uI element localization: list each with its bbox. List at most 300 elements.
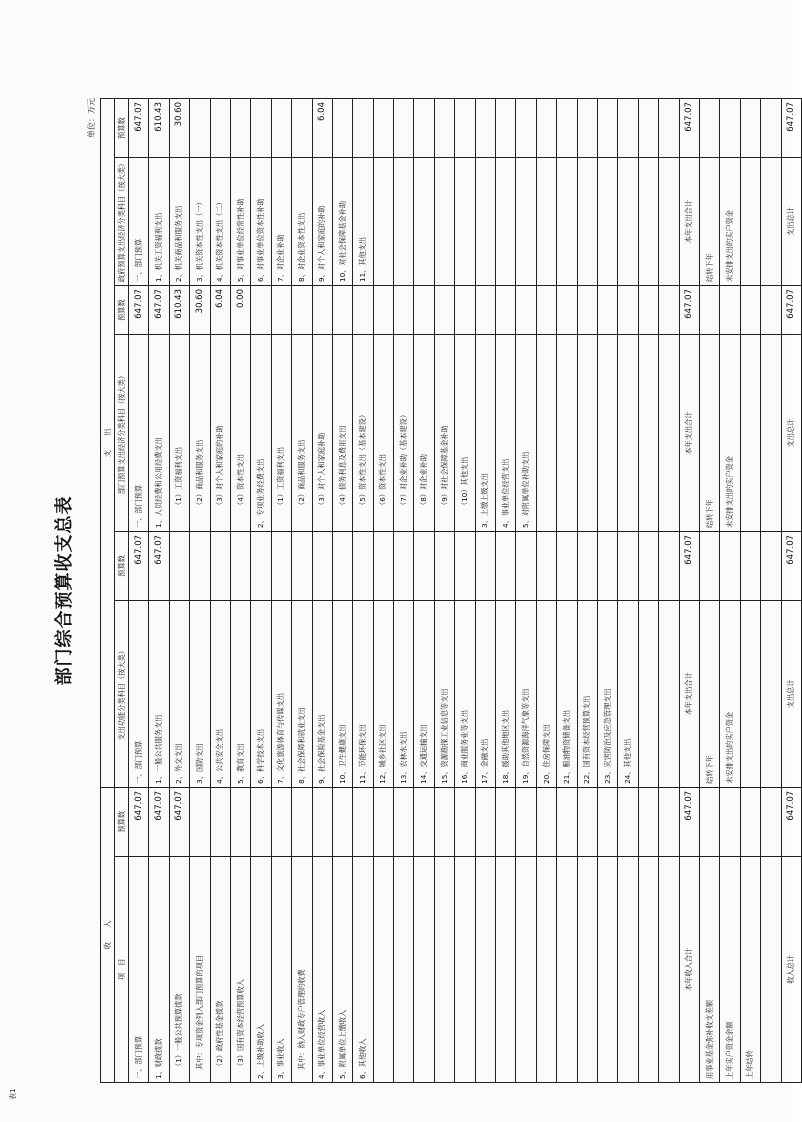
dept-econ-amount-cell [292, 286, 312, 335]
dept-econ-item-cell: （9）对社会保障基金补助 [434, 335, 454, 532]
table-row [169, 99, 189, 1083]
table-row [496, 99, 516, 1083]
gov-econ-amount-header: 预算数 [115, 99, 129, 158]
function-item-cell: 15、资源勘探工业信息等支出 [434, 600, 454, 787]
function-item-cell: 20、住房保障支出 [536, 600, 556, 787]
gov-econ-amount-cell [373, 99, 393, 158]
income-header: 收 入 [101, 787, 115, 1082]
income-amount-cell [414, 787, 434, 856]
income-item-cell: 2、上级补助收入 [251, 856, 271, 1082]
dept-econ-item-cell [557, 335, 577, 532]
function-amount-cell [353, 531, 373, 600]
dept-econ-amount-cell [597, 286, 617, 335]
income-amount-cell [659, 787, 679, 856]
gov-econ-amount-cell [251, 99, 271, 158]
function-amount-cell [210, 531, 230, 600]
dept-econ-amount-cell: 647.07 [149, 286, 169, 335]
income-amount-cell [699, 787, 719, 856]
dept-econ-item-cell: 2、专项业务经费支出 [251, 335, 271, 532]
table-row [292, 99, 312, 1083]
income-amount-cell [353, 787, 373, 856]
table-row [434, 99, 454, 1083]
gov-econ-item-cell: 未安排支出的实户资金 [720, 158, 740, 286]
table-row [312, 99, 332, 1083]
gov-econ-item-cell [659, 158, 679, 286]
function-amount-cell [230, 531, 250, 600]
dept-econ-item-cell [597, 335, 617, 532]
income-amount-cell [536, 787, 556, 856]
income-amount-cell [434, 787, 454, 856]
function-amount-cell [496, 531, 516, 600]
function-amount-cell [597, 531, 617, 600]
gov-econ-amount-cell [292, 99, 312, 158]
gov-econ-amount-cell: 30.60 [169, 99, 189, 158]
table-row [536, 99, 556, 1083]
table-row [190, 99, 210, 1083]
table-row [577, 99, 597, 1083]
function-item-cell: 17、金融支出 [475, 600, 495, 787]
function-item-cell: 16、商业服务业等支出 [455, 600, 475, 787]
dept-econ-item-cell: （6）资本性支出 [373, 335, 393, 532]
function-item-cell: 23、灾害防治及应急管理支出 [597, 600, 617, 787]
income-item-cell [394, 856, 414, 1082]
income-amount-cell [597, 787, 617, 856]
function-item-cell: 7、文化旅游体育与传媒支出 [271, 600, 291, 787]
income-amount-cell [373, 787, 393, 856]
dept-econ-amount-cell [332, 286, 352, 335]
gov-econ-item-cell: 7、对企业补助 [271, 158, 291, 286]
gov-econ-item-cell [373, 158, 393, 286]
function-amount-cell [169, 531, 189, 600]
function-amount-cell [394, 531, 414, 600]
gov-econ-amount-cell [618, 99, 638, 158]
dept-econ-item-cell: （7）对企业补助（基本建设） [394, 335, 414, 532]
dept-econ-amount-cell [761, 286, 781, 335]
function-item-cell [659, 600, 679, 787]
table-number: 表1 [9, 1088, 17, 1100]
dept-econ-amount-cell [414, 286, 434, 335]
dept-econ-item-cell: （10）其他支出 [455, 335, 475, 532]
gov-econ-amount-cell [638, 99, 658, 158]
function-item-cell: 支出总计 [781, 600, 801, 787]
gov-econ-amount-cell [557, 99, 577, 158]
function-amount-cell [251, 531, 271, 600]
function-amount-cell [618, 531, 638, 600]
gov-econ-item-cell [394, 158, 414, 286]
function-amount-cell [536, 531, 556, 600]
function-item-cell: 5、教育支出 [230, 600, 250, 787]
income-item-cell [496, 856, 516, 1082]
gov-econ-amount-cell: 647.07 [679, 99, 699, 158]
function-item-cell: 一、部门预算 [129, 600, 149, 787]
gov-econ-item-cell [455, 158, 475, 286]
table-row [516, 99, 536, 1083]
dept-econ-amount-cell [557, 286, 577, 335]
function-amount-cell [516, 531, 536, 600]
dept-econ-amount-cell [618, 286, 638, 335]
dept-econ-item-cell: （1）工资福利支出 [271, 335, 291, 532]
income-item-cell [475, 856, 495, 1082]
table-row [781, 99, 801, 1083]
dept-econ-amount-header: 预算数 [115, 286, 129, 335]
income-amount-cell [312, 787, 332, 856]
function-item-cell: 6、科学技术支出 [251, 600, 271, 787]
dept-econ-item-cell [536, 335, 556, 532]
gov-econ-amount-cell: 6.04 [312, 99, 332, 158]
gov-econ-amount-cell: 647.07 [129, 99, 149, 158]
dept-econ-item-cell: 未安排支出的实户资金 [720, 335, 740, 532]
expense-header: 支 出 [101, 99, 115, 788]
dept-econ-item-cell: 4、事业单位经营支出 [496, 335, 516, 532]
income-item-cell: 收入总计 [781, 856, 801, 1082]
dept-econ-item-cell: 1、人员经费和公用经费支出 [149, 335, 169, 532]
function-item-cell: 本年支出合计 [679, 600, 699, 787]
function-amount-cell [699, 531, 719, 600]
dept-econ-amount-cell: 30.60 [190, 286, 210, 335]
gov-econ-amount-cell [761, 99, 781, 158]
gov-econ-amount-cell [271, 99, 291, 158]
function-item-cell: 10、卫生健康支出 [332, 600, 352, 787]
table-row [210, 99, 230, 1083]
table-row [230, 99, 250, 1083]
gov-econ-item-cell [577, 158, 597, 286]
function-item-cell: 14、交通运输支出 [414, 600, 434, 787]
table-row [271, 99, 291, 1083]
dept-econ-item-cell: （2）商品和服务支出 [190, 335, 210, 532]
gov-econ-item-cell: 2、机关商品和服务支出 [169, 158, 189, 286]
dept-econ-amount-cell [638, 286, 658, 335]
income-item-cell: 6、其他收入 [353, 856, 373, 1082]
dept-econ-item-cell: 3、上缴上级支出 [475, 335, 495, 532]
function-amount-cell [434, 531, 454, 600]
dept-econ-item-cell: （5）资本性支出（基本建设） [353, 335, 373, 532]
function-amount-cell [720, 531, 740, 600]
gov-econ-amount-cell [434, 99, 454, 158]
function-amount-cell [761, 531, 781, 600]
gov-econ-item-cell [618, 158, 638, 286]
table-body [129, 99, 802, 1083]
dept-econ-item-cell [761, 335, 781, 532]
table-row [394, 99, 414, 1083]
gov-econ-item-cell [638, 158, 658, 286]
dept-econ-amount-cell: 647.07 [781, 286, 801, 335]
dept-econ-amount-cell: 610.43 [169, 286, 189, 335]
function-amount-cell [190, 531, 210, 600]
table-row [332, 99, 352, 1083]
function-item-cell: 21、粮油物资储备支出 [557, 600, 577, 787]
function-item-cell: 未安排支出的实户资金 [720, 600, 740, 787]
budget-summary-table [100, 98, 802, 1083]
income-item-cell: 用事业基金弥补收支差额 [699, 856, 719, 1082]
income-item-cell: 3、事业收入 [271, 856, 291, 1082]
gov-econ-amount-cell [577, 99, 597, 158]
income-item-cell: （3）国有资本经营预算收入 [230, 856, 250, 1082]
dept-econ-amount-cell [516, 286, 536, 335]
function-item-cell: 22、国有资本经营预算支出 [577, 600, 597, 787]
dept-econ-amount-cell [536, 286, 556, 335]
income-amount-cell: 647.07 [149, 787, 169, 856]
gov-econ-amount-cell [210, 99, 230, 158]
income-amount-cell [516, 787, 536, 856]
function-amount-cell [414, 531, 434, 600]
table-row [414, 99, 434, 1083]
income-item-cell: 其中：专项资金列入部门预算的项目 [190, 856, 210, 1082]
gov-econ-item-cell: 结转下年 [699, 158, 719, 286]
income-amount-cell: 647.07 [679, 787, 699, 856]
income-item-cell [434, 856, 454, 1082]
income-item-cell [597, 856, 617, 1082]
gov-econ-item-cell [597, 158, 617, 286]
gov-econ-amount-cell [332, 99, 352, 158]
document-title: 部门综合预算收支总表 [54, 495, 75, 686]
gov-econ-item-cell: 3、机关资本性支出（一） [190, 158, 210, 286]
gov-econ-item-cell: 本年支出合计 [679, 158, 699, 286]
dept-econ-amount-cell [353, 286, 373, 335]
income-item-cell [761, 856, 781, 1082]
dept-econ-amount-cell: 647.07 [679, 286, 699, 335]
function-item-cell: 结转下年 [699, 600, 719, 787]
dept-econ-item-cell: （3）对个人和家庭补助 [312, 335, 332, 532]
table-row [699, 99, 719, 1083]
dept-econ-amount-cell [312, 286, 332, 335]
dept-econ-item-cell: 支出总计 [781, 335, 801, 532]
dept-econ-item-cell: （4）债务利息及费用支出 [332, 335, 352, 532]
gov-econ-class-header: 政府预算支出经济分类科目（按大类） [115, 158, 129, 286]
gov-econ-item-cell [414, 158, 434, 286]
function-amount-cell [659, 531, 679, 600]
function-class-header: 支出功能分类科目（按大类） [115, 600, 129, 787]
function-amount-header: 预算数 [115, 531, 129, 600]
dept-econ-amount-cell [740, 286, 760, 335]
unit-label: 单位：万元 [87, 98, 96, 138]
income-amount-cell [761, 787, 781, 856]
gov-econ-item-cell [496, 158, 516, 286]
function-item-cell: 2、外交支出 [169, 600, 189, 787]
dept-econ-amount-cell: 0.00 [230, 286, 250, 335]
table-row [475, 99, 495, 1083]
gov-econ-item-cell [516, 158, 536, 286]
income-amount-cell: 647.07 [169, 787, 189, 856]
function-item-cell: 12、城乡社区支出 [373, 600, 393, 787]
income-item-cell: 4、事业单位经营收入 [312, 856, 332, 1082]
income-amount-cell [455, 787, 475, 856]
income-item-cell: 上年实户资金余额 [720, 856, 740, 1082]
income-item-cell: 上年结转 [740, 856, 760, 1082]
gov-econ-item-cell [475, 158, 495, 286]
income-amount-cell [557, 787, 577, 856]
dept-econ-amount-cell [699, 286, 719, 335]
dept-econ-item-cell: 5、对附属单位补助支出 [516, 335, 536, 532]
function-item-cell [638, 600, 658, 787]
income-item-cell: （2）政府性基金拨款 [210, 856, 230, 1082]
dept-econ-amount-cell [475, 286, 495, 335]
function-amount-cell [373, 531, 393, 600]
income-item-header: 项 目 [115, 856, 129, 1082]
table-row [679, 99, 699, 1083]
income-item-cell: （1）一般公共预算拨款 [169, 856, 189, 1082]
income-amount-cell [210, 787, 230, 856]
gov-econ-amount-cell [699, 99, 719, 158]
income-amount-cell [740, 787, 760, 856]
function-amount-cell [557, 531, 577, 600]
gov-econ-item-cell: 4、机关资本性支出（二） [210, 158, 230, 286]
dept-econ-item-cell: （3）对个人和家庭的补助 [210, 335, 230, 532]
function-amount-cell [332, 531, 352, 600]
function-amount-cell [577, 531, 597, 600]
table-row [597, 99, 617, 1083]
function-item-cell: 19、自然资源海洋气象等支出 [516, 600, 536, 787]
dept-econ-item-cell: （1）工资福利支出 [169, 335, 189, 532]
table-row [618, 99, 638, 1083]
table-row [373, 99, 393, 1083]
function-item-cell: 11、节能环保支出 [353, 600, 373, 787]
table-row [129, 99, 149, 1083]
dept-econ-item-cell: （4）资本性支出 [230, 335, 250, 532]
dept-econ-item-cell [659, 335, 679, 532]
dept-econ-amount-cell [496, 286, 516, 335]
gov-econ-item-cell: 11、其他支出 [353, 158, 373, 286]
income-amount-cell [475, 787, 495, 856]
function-amount-cell [292, 531, 312, 600]
function-item-cell [761, 600, 781, 787]
gov-econ-amount-cell [720, 99, 740, 158]
gov-econ-item-cell: 5、对事业单位经常性补助 [230, 158, 250, 286]
income-amount-cell [332, 787, 352, 856]
income-amount-cell [292, 787, 312, 856]
function-amount-cell [271, 531, 291, 600]
income-amount-cell: 647.07 [781, 787, 801, 856]
income-item-cell [414, 856, 434, 1082]
gov-econ-amount-cell [230, 99, 250, 158]
gov-econ-item-cell [761, 158, 781, 286]
gov-econ-amount-cell: 610.43 [149, 99, 169, 158]
income-item-cell [557, 856, 577, 1082]
income-item-cell: 其中：纳入财政专户管理的收费 [292, 856, 312, 1082]
gov-econ-amount-cell [353, 99, 373, 158]
gov-econ-amount-cell [516, 99, 536, 158]
gov-econ-amount-cell [496, 99, 516, 158]
table-row [761, 99, 781, 1083]
gov-econ-amount-cell [414, 99, 434, 158]
dept-econ-item-cell: 结转下年 [699, 335, 719, 532]
function-item-cell [740, 600, 760, 787]
income-amount-header: 预算数 [115, 787, 129, 856]
dept-econ-class-header: 部门预算支出经济分类科目（按大类） [115, 335, 129, 532]
function-amount-cell: 647.07 [781, 531, 801, 600]
gov-econ-item-cell: 支出总计 [781, 158, 801, 286]
dept-econ-item-cell: 一、部门预算 [129, 335, 149, 532]
function-amount-cell [740, 531, 760, 600]
dept-econ-amount-cell [659, 286, 679, 335]
income-item-cell [659, 856, 679, 1082]
function-item-cell: 3、国防支出 [190, 600, 210, 787]
gov-econ-item-cell [740, 158, 760, 286]
income-item-cell [638, 856, 658, 1082]
income-amount-cell [394, 787, 414, 856]
function-amount-cell [312, 531, 332, 600]
function-item-cell: 13、农林水支出 [394, 600, 414, 787]
income-item-cell: 本年收入合计 [679, 856, 699, 1082]
dept-econ-amount-cell [373, 286, 393, 335]
income-amount-cell [230, 787, 250, 856]
table-row [740, 99, 760, 1083]
function-amount-cell [638, 531, 658, 600]
table-row [557, 99, 577, 1083]
function-amount-cell: 647.07 [679, 531, 699, 600]
income-item-cell [373, 856, 393, 1082]
gov-econ-item-cell: 10、对社会保障基金补助 [332, 158, 352, 286]
gov-econ-amount-cell [740, 99, 760, 158]
income-item-cell: 一、部门预算 [129, 856, 149, 1082]
income-amount-cell [618, 787, 638, 856]
dept-econ-amount-cell [577, 286, 597, 335]
dept-econ-item-cell: 本年支出合计 [679, 335, 699, 532]
dept-econ-item-cell: （2）商品和服务支出 [292, 335, 312, 532]
dept-econ-amount-cell [455, 286, 475, 335]
table-row [659, 99, 679, 1083]
table-row [638, 99, 658, 1083]
function-amount-cell [475, 531, 495, 600]
income-item-cell [618, 856, 638, 1082]
income-amount-cell [577, 787, 597, 856]
gov-econ-item-cell [557, 158, 577, 286]
gov-econ-item-cell: 6、对事业单位资本性补助 [251, 158, 271, 286]
function-item-cell: 9、社会保险基金支出 [312, 600, 332, 787]
gov-econ-amount-cell [475, 99, 495, 158]
function-item-cell: 1、一般公共服务支出 [149, 600, 169, 787]
dept-econ-amount-cell [394, 286, 414, 335]
gov-econ-item-cell: 8、对企业资本性支出 [292, 158, 312, 286]
gov-econ-item-cell: 一、部门预算 [129, 158, 149, 286]
dept-econ-amount-cell [434, 286, 454, 335]
gov-econ-amount-cell: 647.07 [781, 99, 801, 158]
function-item-cell: 8、社会保障和就业支出 [292, 600, 312, 787]
table-row [455, 99, 475, 1083]
dept-econ-item-cell [638, 335, 658, 532]
dept-econ-amount-cell [720, 286, 740, 335]
income-amount-cell [251, 787, 271, 856]
gov-econ-item-cell [536, 158, 556, 286]
gov-econ-amount-cell [190, 99, 210, 158]
function-amount-cell: 647.07 [149, 531, 169, 600]
dept-econ-amount-cell [251, 286, 271, 335]
income-item-cell [536, 856, 556, 1082]
gov-econ-item-cell: 9、对个人和家庭的补助 [312, 158, 332, 286]
dept-econ-item-cell [618, 335, 638, 532]
dept-econ-amount-cell: 6.04 [210, 286, 230, 335]
gov-econ-amount-cell [455, 99, 475, 158]
function-item-cell: 4、公共安全支出 [210, 600, 230, 787]
income-item-cell: 5、附属单位上缴收入 [332, 856, 352, 1082]
gov-econ-amount-cell [394, 99, 414, 158]
dept-econ-amount-cell: 647.07 [129, 286, 149, 335]
function-item-cell: 24、其他支出 [618, 600, 638, 787]
gov-econ-amount-cell [536, 99, 556, 158]
income-item-cell [516, 856, 536, 1082]
gov-econ-item-cell: 1、机关工资福利支出 [149, 158, 169, 286]
dept-econ-item-cell [577, 335, 597, 532]
income-amount-cell [190, 787, 210, 856]
gov-econ-amount-cell [597, 99, 617, 158]
gov-econ-amount-cell [659, 99, 679, 158]
income-item-cell [455, 856, 475, 1082]
income-item-cell [577, 856, 597, 1082]
table-row [149, 99, 169, 1083]
income-amount-cell [638, 787, 658, 856]
dept-econ-amount-cell [271, 286, 291, 335]
gov-econ-item-cell [434, 158, 454, 286]
income-amount-cell: 647.07 [129, 787, 149, 856]
